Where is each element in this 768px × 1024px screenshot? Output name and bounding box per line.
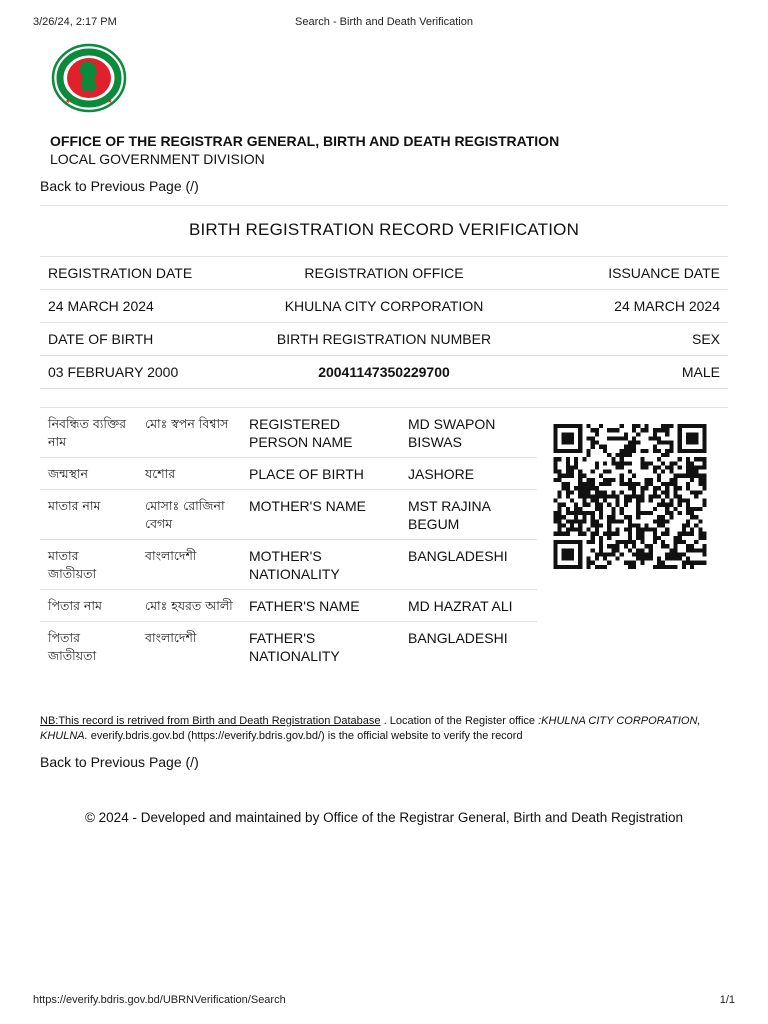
division-name: LOCAL GOVERNMENT DIVISION — [50, 151, 265, 167]
brn: 20041147350229700 — [266, 356, 502, 389]
registration-date: 24 MARCH 2024 — [40, 290, 266, 323]
issuance-date-label: ISSUANCE DATE — [502, 257, 728, 290]
sex: MALE — [502, 356, 728, 389]
registration-office: KHULNA CITY CORPORATION — [266, 290, 502, 323]
bn-value: বাংলাদেশী — [137, 540, 241, 590]
table-row — [40, 257, 728, 290]
bn-value: মোসাঃ রোজিনা বেগম — [137, 490, 241, 540]
dob-label: DATE OF BIRTH — [40, 323, 266, 356]
bn-value: বাংলাদেশী — [145, 630, 197, 645]
table-row — [40, 458, 537, 490]
registration-office-label: REGISTRATION OFFICE — [266, 257, 502, 290]
issuance-date: 24 MARCH 2024 — [502, 290, 728, 323]
en-label: MOTHER'S NATIONALITY — [241, 540, 400, 590]
dob: 03 FEBRUARY 2000 — [40, 356, 266, 389]
note-location-prefix: . Location of the Register office — [380, 715, 539, 727]
person-info-table — [40, 408, 537, 671]
divider — [40, 407, 728, 408]
en-value: BANGLADESHI — [400, 540, 537, 590]
table-row — [40, 590, 537, 622]
government-seal-icon — [51, 43, 127, 113]
en-label: MOTHER'S NAME — [241, 490, 400, 540]
qr-code-icon — [553, 424, 707, 569]
note-location: :KHULNA CITY CORPORATION, KHULNA. — [40, 715, 701, 742]
bn-value: মোঃ স্বপন বিশ্বাস — [137, 408, 241, 458]
en-value: MST RAJINA BEGUM — [400, 490, 537, 540]
svg-text:★: ★ — [65, 98, 71, 105]
bn-label: পিতার জাতীয়তা — [48, 630, 97, 663]
note-nb: NB:This record is retrived from Birth and Death Registration Database — [40, 715, 381, 727]
page-heading: BIRTH REGISTRATION RECORD VERIFICATION — [188, 220, 580, 239]
bn-value: যশোর — [137, 458, 241, 490]
print-page-title: Search - Birth and Death Verification — [295, 16, 473, 28]
bn-label: মাতার নাম — [40, 490, 137, 540]
en-value: JASHORE — [400, 458, 537, 490]
print-datetime: 3/26/24, 2:17 PM — [33, 16, 117, 28]
en-label: REGISTERED PERSON NAME — [241, 408, 400, 458]
back-link-bottom[interactable]: Back to Previous Page (/) — [40, 754, 199, 770]
table-row — [40, 323, 728, 356]
brn-label: BIRTH REGISTRATION NUMBER — [266, 323, 502, 356]
en-value: BANGLADESHI — [408, 630, 508, 646]
office-name: OFFICE OF THE REGISTRAR GENERAL, BIRTH AND DEATH REGISTRATION — [50, 133, 560, 149]
table-row — [40, 408, 537, 458]
record-note — [40, 714, 730, 744]
en-value: MD HAZRAT ALI — [400, 590, 537, 622]
divider — [40, 205, 728, 206]
table-row — [40, 356, 728, 389]
en-label: PLACE OF BIRTH — [241, 458, 400, 490]
table-row — [40, 490, 537, 540]
table-row — [40, 622, 537, 672]
registration-date-label: REGISTRATION DATE — [40, 257, 266, 290]
en-label: FATHER'S NATIONALITY — [249, 630, 340, 664]
bn-label: জন্মস্থান — [40, 458, 137, 490]
copyright: © 2024 - Developed and maintained by Office of the Registrar General, Birth and Death Registration — [84, 810, 684, 825]
en-label: FATHER'S NAME — [241, 590, 400, 622]
table-row — [40, 540, 537, 590]
svg-text:★: ★ — [107, 98, 113, 105]
bn-label: পিতার নাম — [40, 590, 137, 622]
registration-table — [40, 256, 728, 389]
bn-value: মোঃ হযরত আলী — [137, 590, 241, 622]
print-url: https://everify.bdris.gov.bd/UBRNVerification/Search — [33, 994, 286, 1006]
bn-label: মাতার জাতীয়তা — [40, 540, 137, 590]
back-link[interactable]: Back to Previous Page (/) — [40, 178, 199, 194]
sex-label: SEX — [502, 323, 728, 356]
table-row — [40, 290, 728, 323]
note-suffix: everify.bdris.gov.bd (https://everify.bdris.gov.bd/) is the official website to verify the record — [87, 730, 523, 742]
print-page-count: 1/1 — [719, 994, 735, 1006]
en-value: MD SWAPON BISWAS — [400, 408, 537, 458]
bn-label: নিবন্ধিত ব্যক্তির নাম — [40, 408, 137, 458]
